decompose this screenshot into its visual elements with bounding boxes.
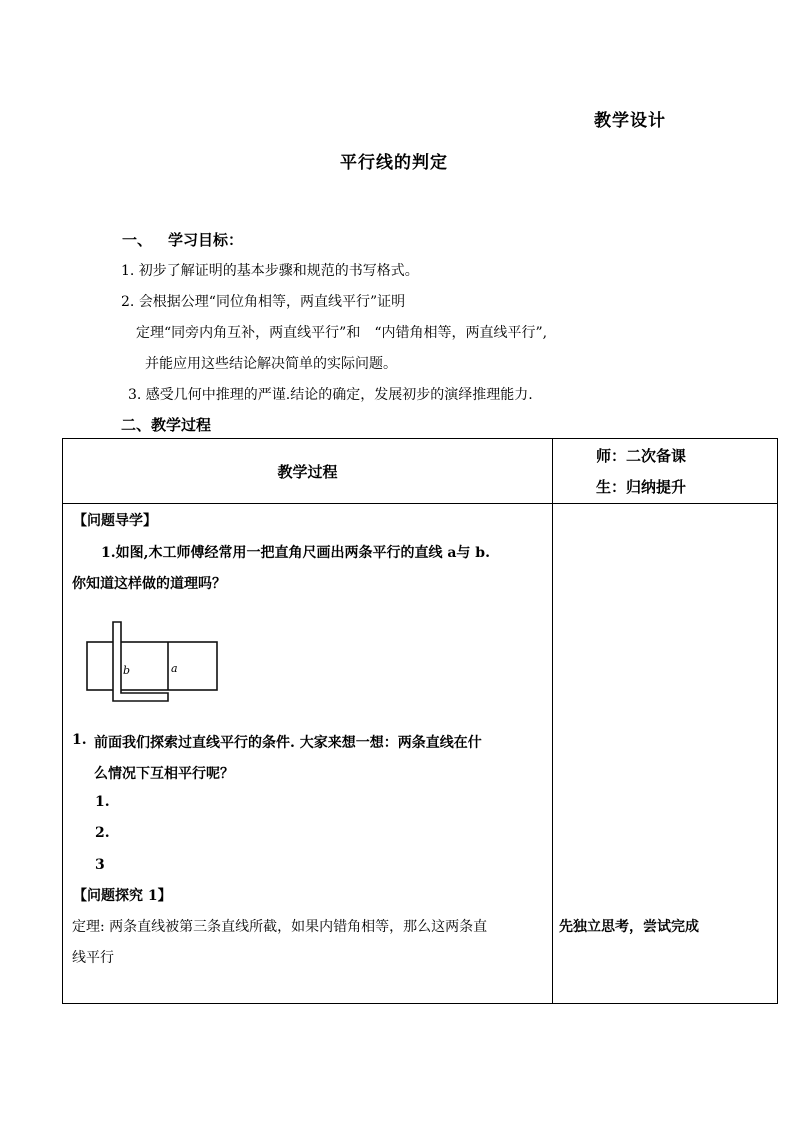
process-heading: 二、教学过程 [121, 416, 212, 434]
answer-blank-3: 3 [95, 857, 105, 873]
carpenter-square-figure [85, 620, 219, 704]
guide-title: 【问题导学】 [73, 513, 157, 529]
teaching-process-table [62, 438, 778, 1004]
doc-header-label: 教学设计 [594, 111, 666, 131]
figure-label-a: a [171, 662, 178, 675]
process-content-cell [63, 504, 553, 1004]
objective-line-5: 3. 感受几何中推理的严谨.结论的确定，发展初步的演绎推理能力. [128, 387, 533, 403]
objectives-heading-number: 一、 [122, 231, 153, 249]
page-title: 平行线的判定 [340, 153, 448, 173]
guide-question-1-line-2: 你知道这样做的道理吗？ [72, 576, 226, 592]
wooden-board [87, 642, 217, 690]
table-header-right [553, 439, 778, 504]
header-right-line-1: 师：二次备课 [596, 447, 687, 465]
guide-question-2-line-2: 么情况下互相平行呢？ [94, 766, 234, 782]
objective-line-3: 定理“同旁内角互补，两直线平行”和 “内错角相等，两直线平行”, [136, 325, 548, 341]
answer-blank-1: 1. [95, 794, 110, 810]
figure-label-b: b [123, 664, 131, 677]
notes-cell [553, 504, 778, 1004]
objective-line-4: 并能应用这些结论解决简单的实际问题。 [145, 356, 397, 372]
table-header-left: 教学过程 [63, 439, 553, 504]
guide-question-2-number: 1. [72, 732, 87, 748]
answer-blank-2: 2. [95, 825, 110, 841]
theorem-line-1: 定理: 两条直线被第三条直线所截，如果内错角相等，那么这两条直 [72, 919, 488, 935]
header-right-line-2: 生：归纳提升 [596, 478, 687, 496]
objectives-heading: 学习目标： [168, 231, 244, 249]
objective-line-1: 1. 初步了解证明的基本步骤和规范的书写格式。 [121, 263, 419, 279]
theorem-line-2: 线平行 [72, 950, 114, 966]
objective-line-2: 2. 会根据公理“同位角相等，两直线平行”证明 [121, 294, 406, 310]
guide-question-1-line-1: 1.如图,木工师傅经常用一把直角尺画出两条平行的直线 a与 b. [101, 545, 490, 561]
right-note: 先独立思考，尝试完成 [559, 919, 699, 935]
explore-title: 【问题探究 1】 [73, 888, 172, 904]
guide-question-2-line-1: 前面我们探索过直线平行的条件. 大家来想一想：两条直线在什 [94, 735, 482, 751]
